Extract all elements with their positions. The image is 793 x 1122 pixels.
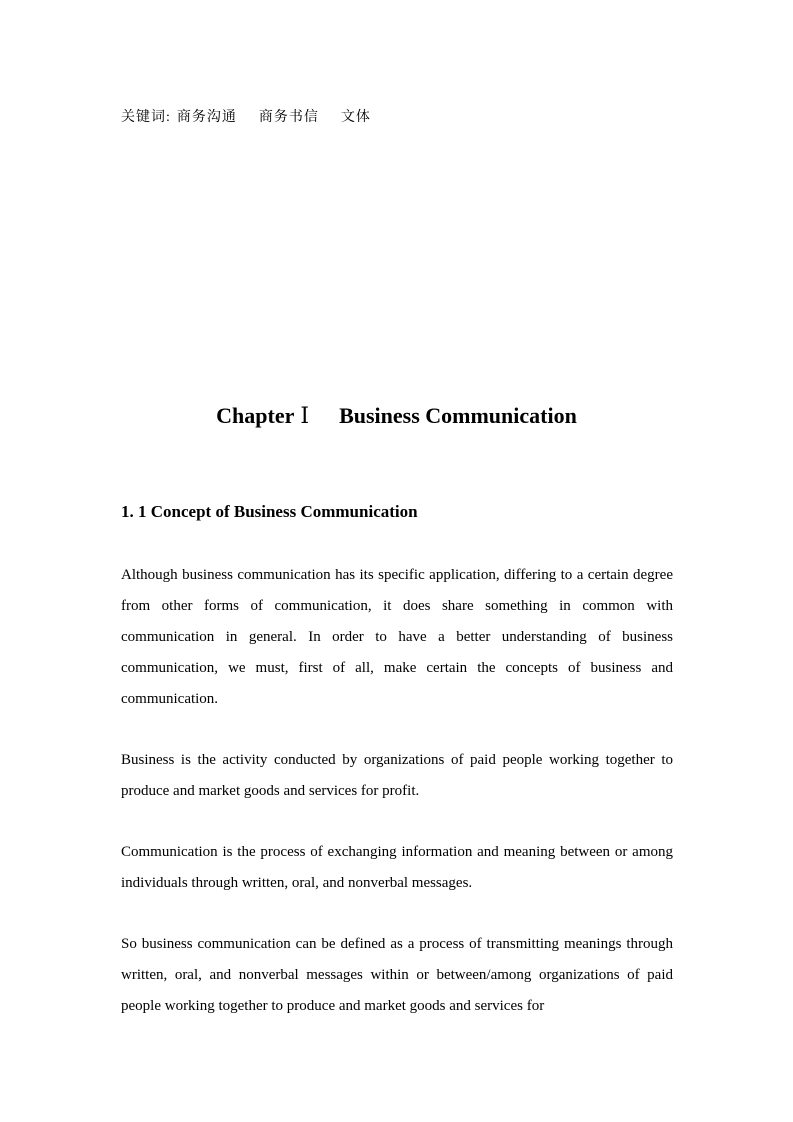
keyword-term: 商务书信 — [258, 110, 319, 125]
paragraph: Although business communication has its specific application, differing to a certain degree from other forms of communication, it does share something in common with communication in general. In order to have a better understanding of business communication, we must, first of all, make certain the concepts of business and communication. — [121, 567, 673, 707]
keyword-term: 文体 — [340, 110, 371, 125]
keywords-line — [121, 106, 371, 126]
paragraph: So business communication can be defined as a process of transmitting meanings through written, oral, and nonverbal messages within or between/among organizations of paid people working together to produce and market goods and services for — [121, 936, 673, 1014]
section-heading: 1. 1 Concept of Business Communication — [121, 502, 418, 521]
keyword-term: 商务沟通 — [176, 110, 237, 125]
body-text — [121, 560, 673, 1052]
chapter-title — [0, 403, 793, 429]
chapter-number: Ⅰ — [300, 403, 310, 428]
chapter-name: Business Communication — [339, 403, 577, 428]
chapter-word: Chapter — [216, 403, 295, 428]
keywords-label: 关键词: — [121, 110, 171, 125]
paragraph: Business is the activity conducted by organizations of paid people working together to produce and market goods and services for profit. — [121, 752, 673, 799]
paragraph: Communication is the process of exchanging information and meaning between or among individuals through written, oral, and nonverbal messages. — [121, 844, 673, 891]
